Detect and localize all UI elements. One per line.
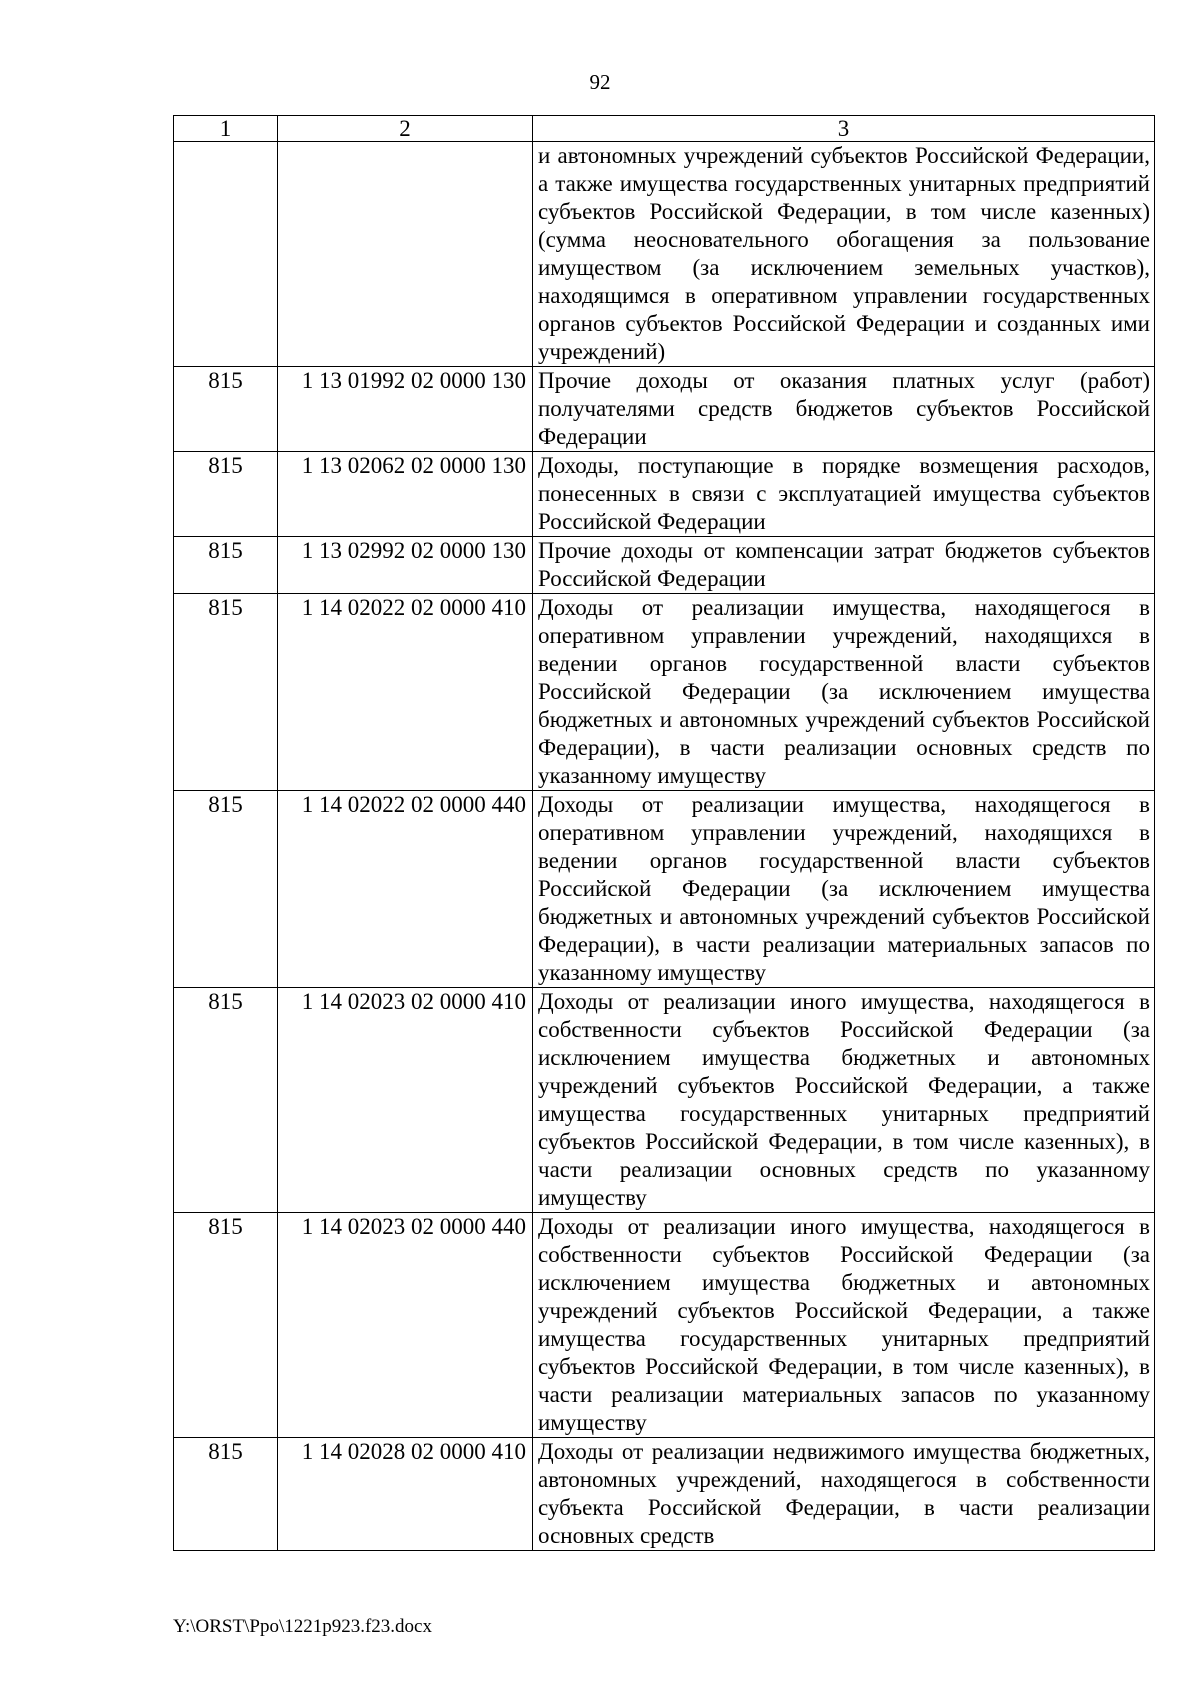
admin-code-cell <box>174 142 278 367</box>
table-row <box>174 452 1155 537</box>
description-cell: и автономных учреждений субъектов Российской Федерации, а также имущества государственных унитарных предприятий субъектов Российской Федерации, в том числе казенных) (сумма неосновательного обогащения за пользование имуществом (за исключением земельных участков), находящимся в оперативном управлении государственных органов субъектов Российской Федерации и созданных ими учреждений) <box>533 142 1155 367</box>
budget-code-cell: 1 14 02028 02 0000 410 <box>278 1438 533 1551</box>
file-path-footer: Y:\ORST\Ppo\1221p923.f23.docx <box>173 1616 432 1637</box>
budget-code-cell: 1 14 02023 02 0000 440 <box>278 1213 533 1438</box>
table-row <box>174 1438 1155 1551</box>
table-row <box>174 367 1155 452</box>
admin-code-cell: 815 <box>174 537 278 594</box>
admin-code-cell: 815 <box>174 367 278 452</box>
budget-code-cell: 1 13 01992 02 0000 130 <box>278 367 533 452</box>
revenue-codes-table <box>173 115 1155 1551</box>
budget-code-cell: 1 13 02992 02 0000 130 <box>278 537 533 594</box>
table-row <box>174 791 1155 988</box>
admin-code-cell: 815 <box>174 1438 278 1551</box>
table-row <box>174 988 1155 1213</box>
page-number: 92 <box>589 70 611 94</box>
table-row <box>174 142 1155 367</box>
budget-code-cell: 1 13 02062 02 0000 130 <box>278 452 533 537</box>
admin-code-cell: 815 <box>174 791 278 988</box>
header-col-2: 2 <box>278 116 533 142</box>
description-cell: Прочие доходы от компенсации затрат бюджетов субъектов Российской Федерации <box>533 537 1155 594</box>
budget-code-cell: 1 14 02022 02 0000 410 <box>278 594 533 791</box>
header-col-1: 1 <box>174 116 278 142</box>
description-cell: Доходы от реализации имущества, находящегося в оперативном управлении учреждений, находящихся в ведении органов государственной власти субъектов Российской Федерации (за исключением имущества бюджетных и автономных учреждений субъектов Российской Федерации), в части реализации основных средств по указанному имуществу <box>533 594 1155 791</box>
admin-code-cell: 815 <box>174 988 278 1213</box>
budget-code-cell: 1 14 02023 02 0000 410 <box>278 988 533 1213</box>
description-cell: Доходы от реализации иного имущества, находящегося в собственности субъектов Российской Федерации (за исключением имущества бюджетных и автономных учреждений субъектов Российской Федерации, а также имущества государственных унитарных предприятий субъектов Российской Федерации, в том числе казенных), в части реализации материальных запасов по указанному имуществу <box>533 1213 1155 1438</box>
description-cell: Доходы, поступающие в порядке возмещения расходов, понесенных в связи с эксплуатацией имущества субъектов Российской Федерации <box>533 452 1155 537</box>
table-row <box>174 594 1155 791</box>
description-cell: Доходы от реализации имущества, находящегося в оперативном управлении учреждений, находящихся в ведении органов государственной власти субъектов Российской Федерации (за исключением имущества бюджетных и автономных учреждений субъектов Российской Федерации), в части реализации материальных запасов по указанному имуществу <box>533 791 1155 988</box>
admin-code-cell: 815 <box>174 594 278 791</box>
budget-code-cell <box>278 142 533 367</box>
table-header-row <box>174 116 1155 142</box>
header-col-3: 3 <box>533 116 1155 142</box>
description-cell: Доходы от реализации иного имущества, находящегося в собственности субъектов Российской Федерации (за исключением имущества бюджетных и автономных учреждений субъектов Российской Федерации, а также имущества государственных унитарных предприятий субъектов Российской Федерации, в том числе казенных), в части реализации основных средств по указанному имуществу <box>533 988 1155 1213</box>
table-row <box>174 537 1155 594</box>
description-cell: Прочие доходы от оказания платных услуг (работ) получателями средств бюджетов субъектов Российской Федерации <box>533 367 1155 452</box>
admin-code-cell: 815 <box>174 452 278 537</box>
budget-code-cell: 1 14 02022 02 0000 440 <box>278 791 533 988</box>
admin-code-cell: 815 <box>174 1213 278 1438</box>
description-cell: Доходы от реализации недвижимого имущества бюджетных, автономных учреждений, находящегося в собственности субъекта Российской Федерации, в части реализации основных средств <box>533 1438 1155 1551</box>
table-row <box>174 1213 1155 1438</box>
